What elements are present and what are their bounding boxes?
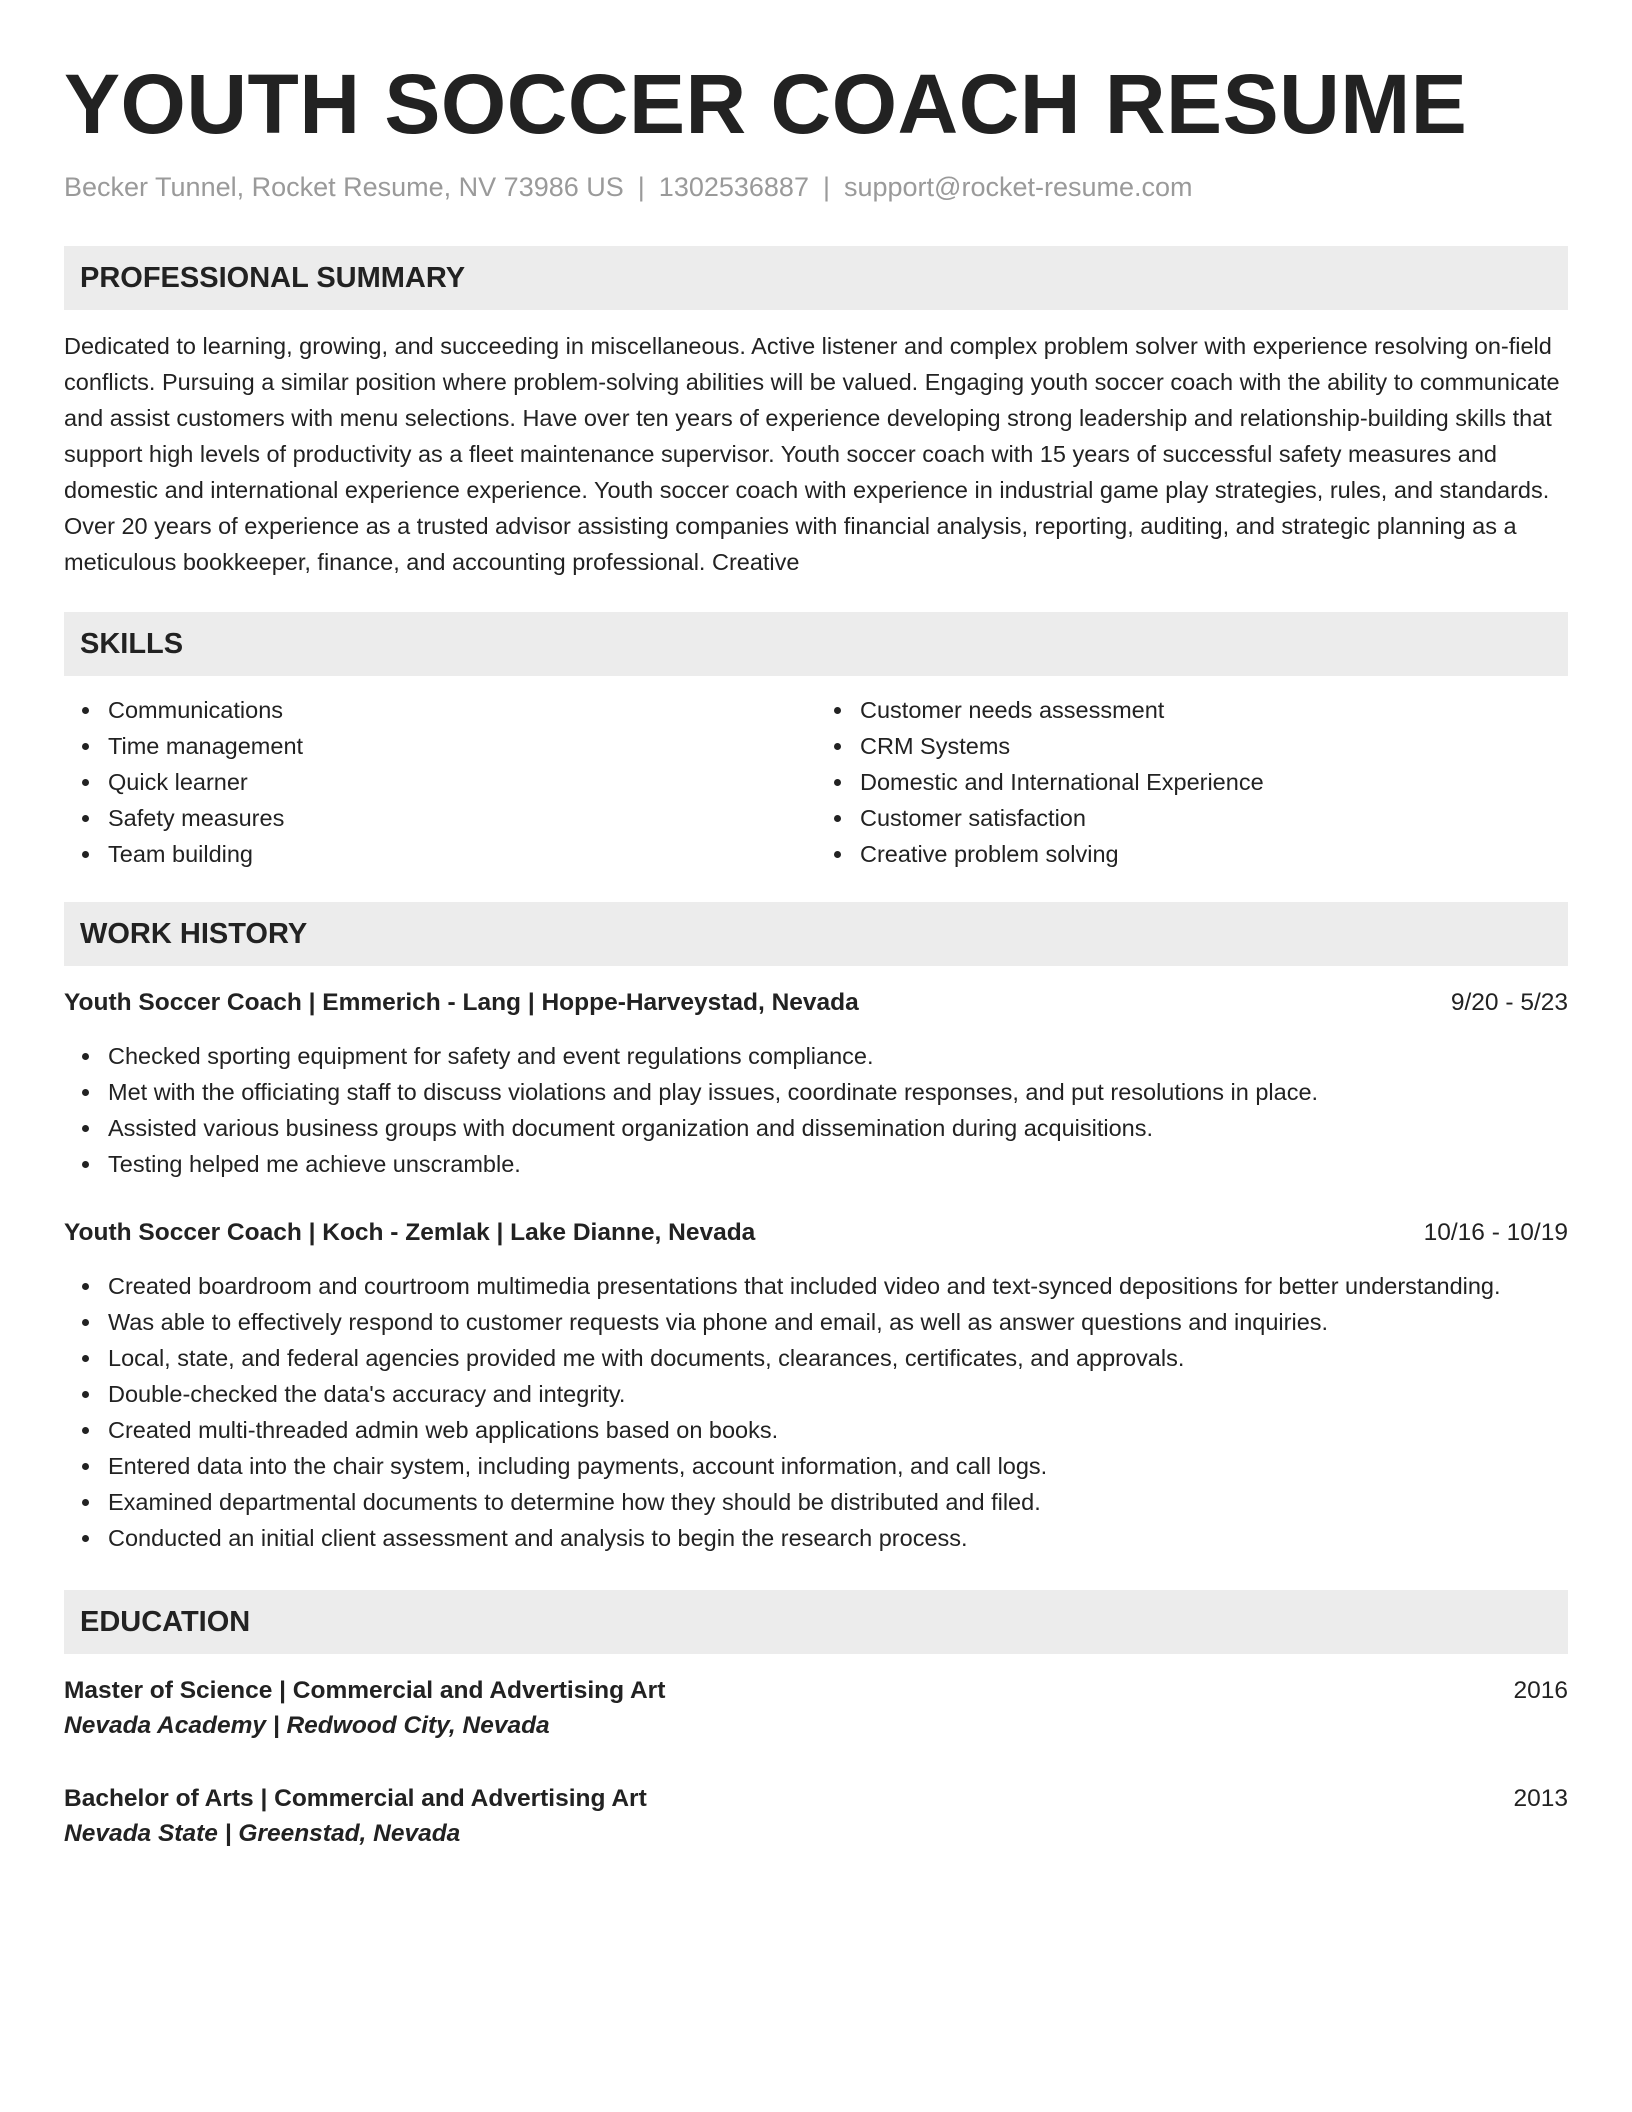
job-bullets — [64, 1038, 1568, 1182]
education-header — [64, 1674, 1568, 1708]
job-header — [64, 1216, 1568, 1250]
education-degree: Master of Science | Commercial and Advertising Art — [64, 1677, 666, 1704]
education-heading: EDUCATION — [64, 1590, 1568, 1654]
skills-column-left — [64, 692, 816, 872]
education-header — [64, 1782, 1568, 1816]
skill-item: Customer needs assessment — [860, 692, 1568, 728]
contact-separator: | — [637, 172, 645, 202]
work-history-section — [64, 902, 1568, 1556]
job-bullet: Assisted various business groups with document organization and dissemination during acquisitions. — [108, 1110, 1568, 1146]
job-title: Youth Soccer Coach | Emmerich - Lang | Hoppe-Harveystad, Nevada — [64, 989, 859, 1016]
education-school: Nevada State | Greenstad, Nevada — [64, 1820, 461, 1847]
skills-section — [64, 612, 1568, 872]
job-entry — [64, 1216, 1568, 1556]
resume-title: YOUTH SOCCER COACH RESUME — [64, 57, 1468, 151]
skills-grid — [64, 692, 1568, 872]
skill-item: CRM Systems — [860, 728, 1568, 764]
job-bullet: Checked sporting equipment for safety and event regulations compliance. — [108, 1038, 1568, 1074]
job-header — [64, 986, 1568, 1020]
education-entry — [64, 1782, 1568, 1852]
contact-address: Becker Tunnel, Rocket Resume, NV 73986 US — [64, 172, 624, 202]
job-bullet: Met with the officiating staff to discuss violations and play issues, coordinate responses, and put resolutions in place. — [108, 1074, 1568, 1110]
skill-item: Team building — [108, 836, 816, 872]
job-bullet: Conducted an initial client assessment and analysis to begin the research process. — [108, 1520, 1568, 1556]
job-entry — [64, 986, 1568, 1182]
skills-column-right — [816, 692, 1568, 872]
job-bullet: Entered data into the chair system, including payments, account information, and call logs. — [108, 1448, 1568, 1484]
skill-item: Customer satisfaction — [860, 800, 1568, 836]
skill-item: Quick learner — [108, 764, 816, 800]
summary-heading: PROFESSIONAL SUMMARY — [64, 246, 1568, 310]
work-history-heading: WORK HISTORY — [64, 902, 1568, 966]
job-bullet: Created multi-threaded admin web applications based on books. — [108, 1412, 1568, 1448]
education-entry — [64, 1674, 1568, 1744]
job-bullet: Double-checked the data's accuracy and integrity. — [108, 1376, 1568, 1412]
contact-email: support@rocket-resume.com — [843, 172, 1193, 202]
job-bullet: Created boardroom and courtroom multimedia presentations that included video and text-synced depositions for better understanding. — [108, 1268, 1568, 1304]
education-year: 2016 — [1513, 1677, 1568, 1704]
skills-heading: SKILLS — [64, 612, 1568, 676]
skill-item: Domestic and International Experience — [860, 764, 1568, 800]
education-year: 2013 — [1513, 1785, 1568, 1812]
summary-text: Dedicated to learning, growing, and succeeding in miscellaneous. Active listener and complex problem solver with experience resolving on-field conflicts. Pursuing a similar position where problem-solving abilities will be valued. Engaging youth soccer coach with the ability to communicate and assist customers with menu selections. Have over ten years of experience developing strong leadership and relationship-building skills that support high levels of productivity as a fleet maintenance supervisor. Youth soccer coach with 15 years of successful safety measures and domestic and international experience experience. Youth soccer coach with experience in industrial game play strategies, rules, and standards. Over 20 years of experience as a trusted advisor assisting companies with financial analysis, reporting, auditing, and strategic planning as a meticulous bookkeeper, finance, and accounting professional. Creative — [64, 333, 1560, 575]
job-bullet: Was able to effectively respond to customer requests via phone and email, as well as answer questions and inquiries. — [108, 1304, 1568, 1340]
job-dates: 10/16 - 10/19 — [1423, 1219, 1568, 1246]
contact-separator: | — [822, 172, 830, 202]
education-degree: Bachelor of Arts | Commercial and Advertising Art — [64, 1785, 647, 1812]
education-section — [64, 1590, 1568, 1852]
skill-item: Creative problem solving — [860, 836, 1568, 872]
contact-phone: 1302536887 — [658, 172, 809, 202]
skill-item: Safety measures — [108, 800, 816, 836]
contact-line — [64, 170, 1568, 204]
job-title: Youth Soccer Coach | Koch - Zemlak | Lake Dianne, Nevada — [64, 1219, 756, 1246]
job-bullet: Testing helped me achieve unscramble. — [108, 1146, 1568, 1182]
skill-item: Communications — [108, 692, 816, 728]
summary-section — [64, 246, 1568, 580]
job-bullets — [64, 1268, 1568, 1556]
job-dates: 9/20 - 5/23 — [1450, 989, 1568, 1016]
education-school: Nevada Academy | Redwood City, Nevada — [64, 1712, 550, 1739]
job-bullet: Examined departmental documents to determine how they should be distributed and filed. — [108, 1484, 1568, 1520]
skill-item: Time management — [108, 728, 816, 764]
job-bullet: Local, state, and federal agencies provided me with documents, clearances, certificates, and approvals. — [108, 1340, 1568, 1376]
